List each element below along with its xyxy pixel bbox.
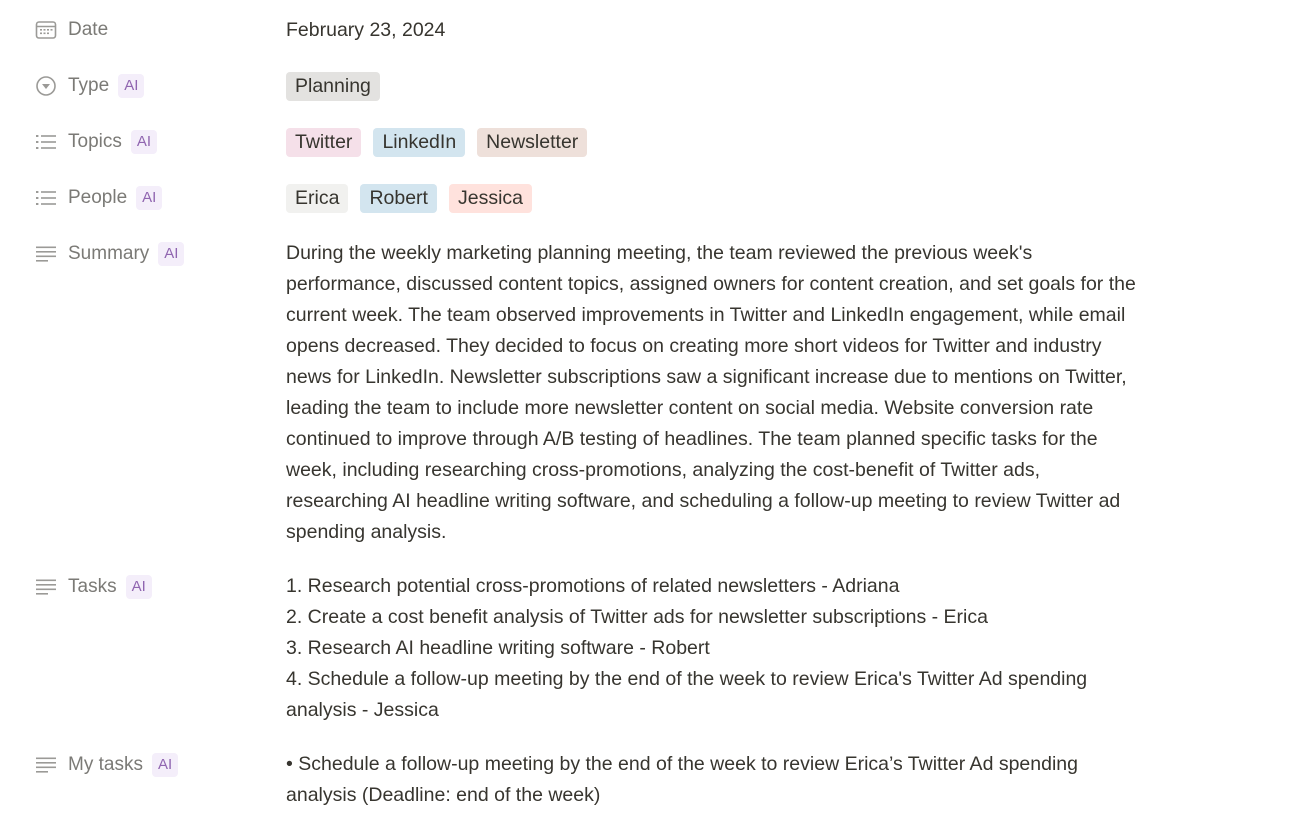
- tag-newsletter[interactable]: Newsletter: [477, 128, 587, 157]
- summary-line: opens decreased. They decided to focus on creating more short videos for Twitter and industry: [286, 335, 1102, 357]
- property-label-text: Topics: [68, 131, 122, 152]
- property-label-my-tasks[interactable]: [34, 750, 178, 780]
- ai-badge: AI: [152, 753, 178, 777]
- topics-value[interactable]: [286, 127, 1246, 157]
- my-task-line: • Schedule a follow-up meeting by the end of the week to review Erica’s Twitter Ad spending: [286, 753, 1078, 775]
- property-label-text: Date: [68, 19, 109, 40]
- tag-jessica[interactable]: Jessica: [449, 184, 532, 213]
- property-label-text: Type: [68, 75, 110, 96]
- select-icon: [34, 74, 58, 98]
- tasks-value[interactable]: [286, 571, 1246, 726]
- text-icon: [34, 575, 58, 599]
- property-label-text: People: [68, 187, 128, 208]
- ai-badge: AI: [131, 130, 157, 154]
- property-label-text: Summary: [68, 243, 150, 264]
- ai-badge: AI: [136, 186, 162, 210]
- property-label-type[interactable]: [34, 71, 144, 101]
- summary-line: performance, discussed content topics, assigned owners for content creation, and set goals for the: [286, 273, 1136, 295]
- ai-badge: AI: [118, 74, 144, 98]
- property-label-tasks[interactable]: [34, 572, 152, 602]
- property-label-topics[interactable]: [34, 127, 157, 157]
- tag-erica[interactable]: Erica: [286, 184, 348, 213]
- summary-line: current week. The team observed improvements in Twitter and LinkedIn engagement, while email: [286, 304, 1126, 326]
- people-value[interactable]: [286, 183, 1246, 213]
- task-line: 3. Research AI headline writing software - Robert: [286, 637, 710, 659]
- my-task-line: analysis (Deadline: end of the week): [286, 784, 601, 806]
- date-value-text: February 23, 2024: [286, 18, 446, 41]
- property-label-text: My tasks: [68, 754, 143, 775]
- calendar-icon: [34, 18, 58, 42]
- task-line: 4. Schedule a follow-up meeting by the end of the week to review Erica's Twitter Ad spending: [286, 668, 1088, 690]
- summary-line: leading the team to include more newsletter content on social media. Website conversion rate: [286, 397, 1094, 419]
- summary-line: continued to improve through A/B testing of headlines. The team planned specific tasks for the: [286, 428, 1098, 450]
- tag-planning[interactable]: Planning: [286, 72, 380, 101]
- text-icon: [34, 242, 58, 266]
- list-icon: [34, 186, 58, 210]
- summary-value[interactable]: [286, 238, 1246, 548]
- text-icon: [34, 753, 58, 777]
- summary-line: week, including researching cross-promotions, analyzing the cost-benefit of Twitter ads,: [286, 459, 1041, 481]
- list-icon: [34, 130, 58, 154]
- ai-badge: AI: [126, 575, 152, 599]
- property-label-people[interactable]: [34, 183, 162, 213]
- ai-badge: AI: [158, 242, 184, 266]
- tag-linkedin[interactable]: LinkedIn: [373, 128, 465, 157]
- property-label-text: Tasks: [68, 576, 117, 597]
- type-value[interactable]: [286, 71, 1246, 101]
- summary-line: During the weekly marketing planning meeting, the team reviewed the previous week's: [286, 242, 1033, 264]
- summary-line: news for LinkedIn. Newsletter subscriptions saw a significant increase due to mentions on Twitter,: [286, 366, 1127, 388]
- property-label-summary[interactable]: [34, 239, 184, 269]
- task-line: analysis - Jessica: [286, 699, 439, 721]
- task-line: 2. Create a cost benefit analysis of Twitter ads for newsletter subscriptions - Erica: [286, 606, 988, 628]
- property-label-date[interactable]: [34, 15, 108, 45]
- date-value[interactable]: [286, 15, 1246, 45]
- tag-robert[interactable]: Robert: [360, 184, 437, 213]
- summary-line: researching AI headline writing software, and scheduling a follow-up meeting to review Twitter ad: [286, 490, 1121, 512]
- tag-twitter[interactable]: Twitter: [286, 128, 361, 157]
- summary-line: spending analysis.: [286, 521, 447, 543]
- task-line: 1. Research potential cross-promotions of related newsletters - Adriana: [286, 575, 900, 597]
- my-tasks-value[interactable]: [286, 749, 1246, 811]
